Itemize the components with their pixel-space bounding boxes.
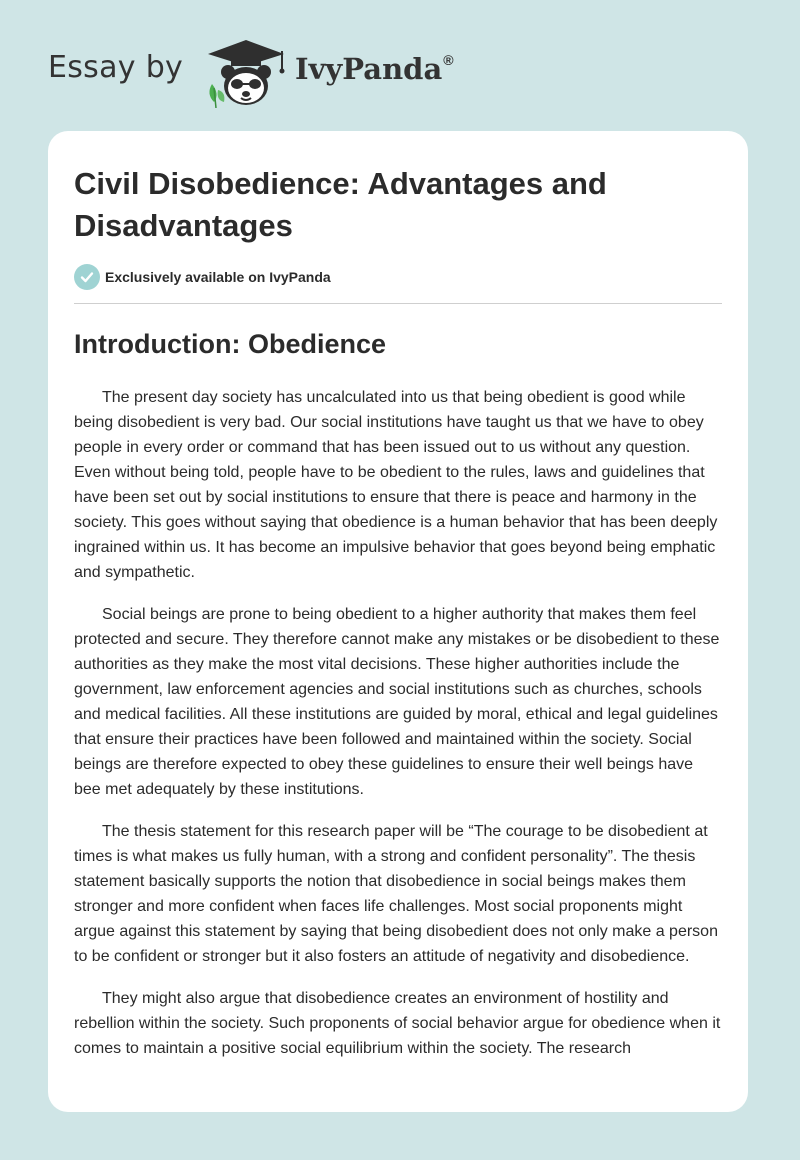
panda-logo-icon[interactable]: [204, 38, 290, 108]
essay-card: [48, 131, 748, 1112]
registered-mark: ®: [443, 52, 454, 68]
exclusive-badge: [74, 264, 331, 290]
paragraph: The thesis statement for this research paper will be “The courage to be disobedient at times is what makes us fully human, with a strong and confident personality”. The thesis statement basically supports the notion that disobedience in social beings makes them stronger and more confident when faces life challenges. Most social proponents might argue against this statement by saying that being disobedient does not only make a person to be confident or stronger but it also fosters an attitude of negativity and disobedience.: [74, 823, 718, 965]
essay-body: [74, 385, 724, 1078]
site-header: [48, 38, 508, 108]
brand-name[interactable]: IvyPanda®: [295, 52, 454, 86]
check-circle-icon: [74, 264, 100, 290]
section-heading: Introduction: Obedience: [74, 329, 387, 359]
title-divider: [74, 303, 722, 304]
badge-label: Exclusively available on IvyPanda: [105, 269, 331, 285]
paragraph: They might also argue that disobedience creates an environment of hostility and rebellion within the society. Such proponents of social behavior argue for obedience when it comes to maintain a positive social equilibrium within the society. The research: [74, 990, 721, 1057]
paragraph: The present day society has uncalculated into us that being obedient is good while being disobedient is very bad. Our social institutions have taught us that we have to obey people in every order or command that has been issued out to us without any question. Even without being told, people have to be obedient to the rules, laws and guidelines that have been set out by social institutions to ensure that there is peace and harmony in the society. This goes without saying that obedience is a human behavior that has been deeply ingrained within us. It has become an impulsive behavior that goes beyond being emphatic and sympathetic.: [74, 389, 718, 581]
paragraph: Social beings are prone to being obedient to a higher authority that makes them feel protected and secure. They therefore cannot make any mistakes or be disobedient to these authorities as they make the most vital decisions. These higher authorities include the government, law enforcement agencies and social institutions such as churches, schools and medical facilities. All these institutions are guided by moral, ethical and legal guidelines that ensure their practices have been followed and maintained within the society. Social beings are therefore expected to obey these guidelines to ensure their well beings have bee met adequately by these institutions.: [74, 606, 720, 798]
essay-title: Civil Disobedience: Advantages and Disadvantages: [74, 166, 607, 243]
essay-by-label: Essay by: [48, 50, 184, 85]
